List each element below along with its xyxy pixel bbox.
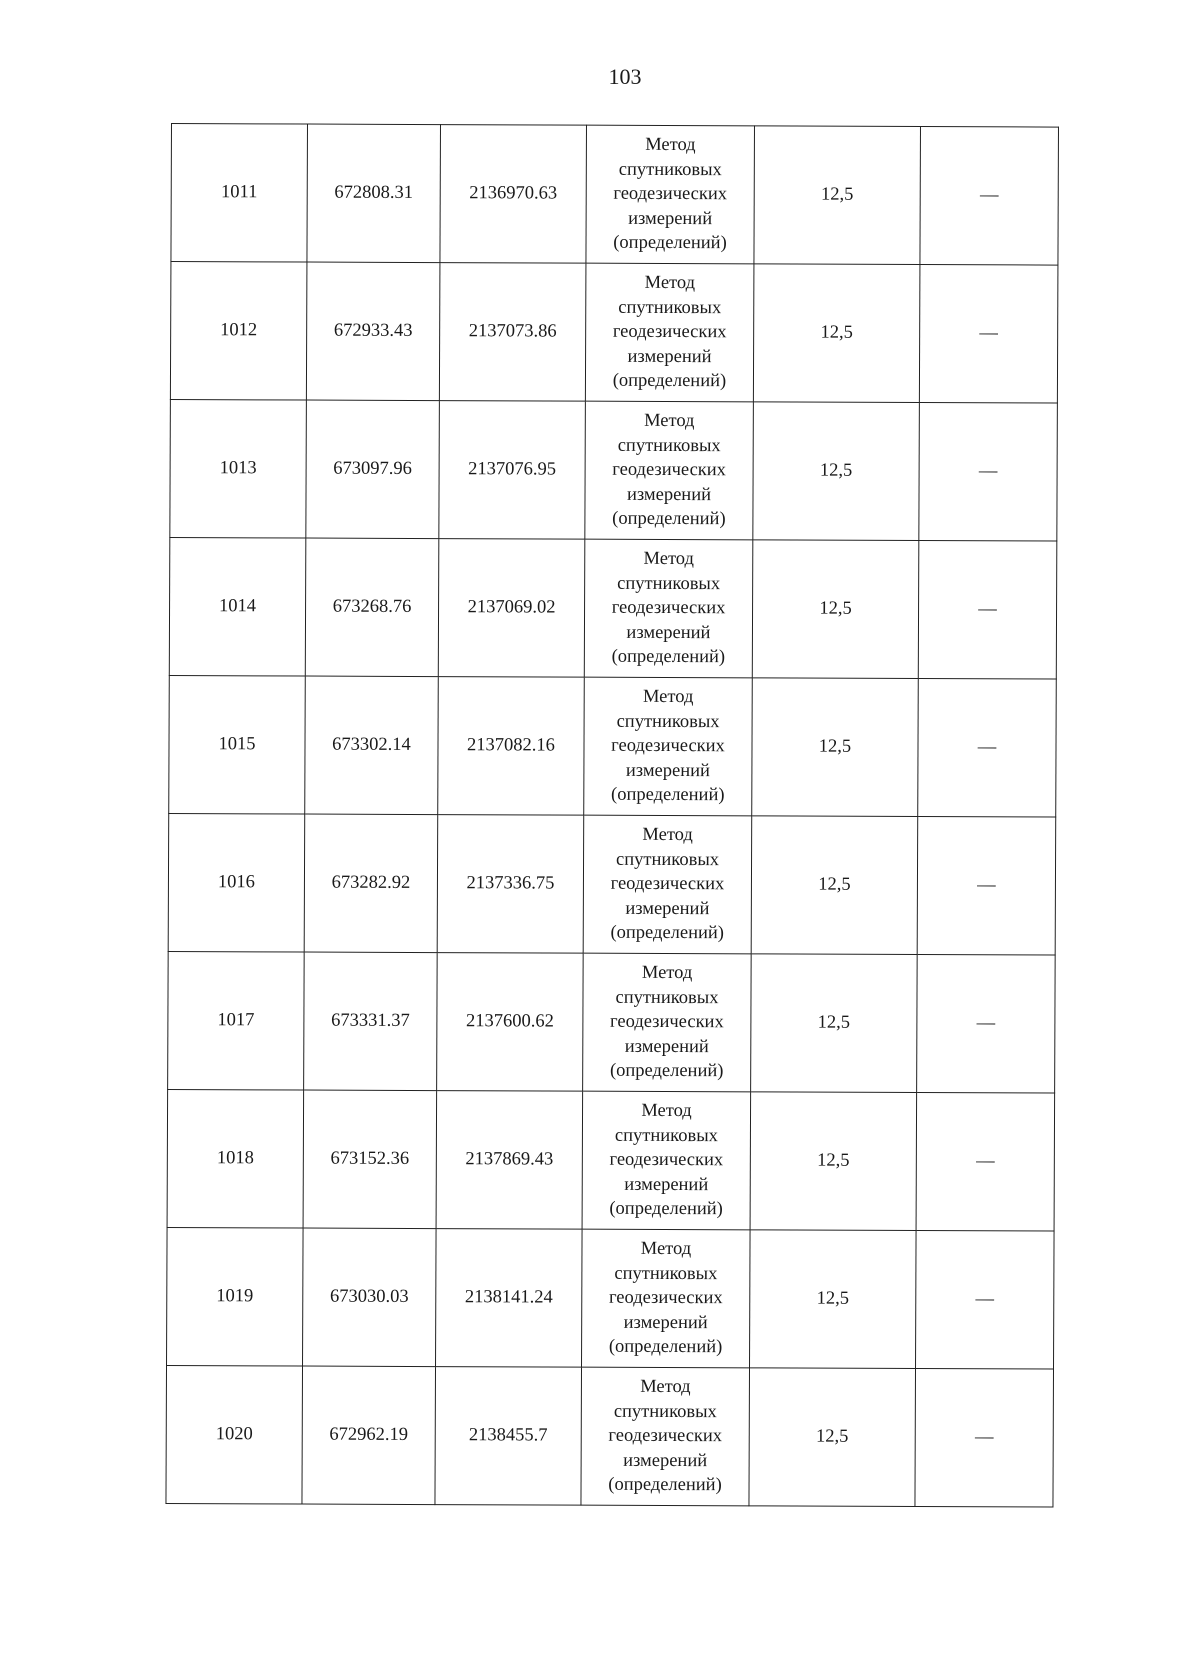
method-line: спутниковых bbox=[617, 435, 721, 456]
method-line: Метод bbox=[642, 687, 694, 708]
x-coordinate-cell: 673282.92 bbox=[304, 814, 438, 953]
method-cell bbox=[584, 539, 753, 678]
method-line: (определений) bbox=[609, 1061, 724, 1082]
method-line: Метод bbox=[643, 549, 694, 570]
note-cell: — bbox=[920, 127, 1059, 266]
method-line: спутниковых bbox=[615, 987, 719, 1008]
method-line: геодезических bbox=[613, 184, 728, 205]
accuracy-cell: 12,5 bbox=[753, 402, 920, 541]
point-number-cell: 1013 bbox=[170, 399, 307, 538]
y-coordinate-cell: 2137073.86 bbox=[439, 263, 586, 402]
method-line: (определений) bbox=[608, 1475, 722, 1496]
accuracy-cell: 12,5 bbox=[752, 540, 919, 679]
method-line: (определений) bbox=[613, 233, 727, 254]
method-line: (определений) bbox=[611, 785, 725, 806]
method-line: спутниковых bbox=[614, 1125, 718, 1146]
method-line: Метод bbox=[641, 963, 693, 984]
x-coordinate-cell: 672962.19 bbox=[302, 1366, 436, 1505]
table-row bbox=[168, 951, 1056, 1093]
y-coordinate-cell: 2137336.75 bbox=[437, 815, 584, 954]
method-line: измерений bbox=[623, 1450, 708, 1471]
note-cell: — bbox=[915, 1368, 1054, 1507]
method-cell bbox=[584, 677, 753, 816]
method-line: геодезических bbox=[611, 598, 726, 619]
method-line: геодезических bbox=[612, 460, 726, 481]
accuracy-cell: 12,5 bbox=[750, 1092, 917, 1231]
method-line: измерений bbox=[628, 208, 713, 229]
method-line: геодезических bbox=[611, 736, 725, 757]
note-cell: — bbox=[916, 1093, 1055, 1232]
y-coordinate-cell: 2138141.24 bbox=[436, 1229, 583, 1368]
method-line: измерений bbox=[624, 1036, 709, 1057]
method-line: спутниковых bbox=[616, 849, 720, 870]
point-number-cell: 1017 bbox=[168, 951, 305, 1090]
method-line: измерений bbox=[625, 760, 710, 781]
method-line: измерений bbox=[623, 1312, 708, 1333]
table-row bbox=[171, 124, 1059, 266]
method-line: Метод bbox=[642, 825, 693, 846]
method-line: (определений) bbox=[612, 371, 727, 392]
x-coordinate-cell: 673331.37 bbox=[304, 952, 438, 1091]
method-line: спутниковых bbox=[614, 1263, 718, 1284]
point-number-cell: 1019 bbox=[167, 1227, 304, 1366]
method-line: геодезических bbox=[610, 1012, 724, 1033]
method-line: спутниковых bbox=[617, 573, 721, 594]
method-line: спутниковых bbox=[613, 1401, 717, 1422]
method-line: Метод bbox=[644, 411, 695, 432]
table-row bbox=[169, 675, 1057, 817]
table-row bbox=[166, 1365, 1054, 1507]
method-cell bbox=[583, 815, 752, 954]
table-row bbox=[170, 262, 1058, 404]
point-number-cell: 1016 bbox=[168, 813, 305, 952]
method-line: геодезических bbox=[610, 874, 725, 895]
method-line: геодезических bbox=[608, 1426, 723, 1447]
note-cell: — bbox=[917, 955, 1056, 1094]
method-line: спутниковых bbox=[616, 711, 720, 732]
method-line: Метод bbox=[641, 1101, 692, 1122]
accuracy-cell: 12,5 bbox=[754, 126, 921, 265]
method-cell bbox=[582, 1229, 751, 1368]
point-number-cell: 1014 bbox=[169, 537, 306, 676]
note-cell: — bbox=[919, 265, 1058, 404]
method-line: измерений bbox=[626, 622, 711, 643]
y-coordinate-cell: 2138455.7 bbox=[435, 1367, 582, 1506]
note-cell: — bbox=[918, 541, 1057, 680]
x-coordinate-cell: 672933.43 bbox=[306, 262, 440, 401]
method-line: Метод bbox=[640, 1377, 691, 1398]
x-coordinate-cell: 673302.14 bbox=[305, 676, 439, 815]
accuracy-cell: 12,5 bbox=[751, 954, 918, 1093]
x-coordinate-cell: 672808.31 bbox=[307, 124, 441, 263]
method-line: геодезических bbox=[609, 1150, 724, 1171]
accuracy-cell: 12,5 bbox=[752, 678, 919, 817]
method-line: (определений) bbox=[608, 1337, 723, 1358]
method-line: (определений) bbox=[610, 923, 725, 944]
point-number-cell: 1020 bbox=[166, 1365, 303, 1504]
coordinates-table bbox=[165, 123, 1059, 1508]
method-line: геодезических bbox=[608, 1288, 723, 1309]
note-cell: — bbox=[916, 1230, 1055, 1369]
note-cell: — bbox=[918, 679, 1057, 818]
y-coordinate-cell: 2137076.95 bbox=[439, 401, 586, 540]
accuracy-cell: 12,5 bbox=[753, 264, 920, 403]
table-row bbox=[167, 1089, 1055, 1231]
method-line: спутниковых bbox=[618, 159, 722, 180]
method-line: геодезических bbox=[612, 322, 727, 343]
accuracy-cell: 12,5 bbox=[750, 1230, 917, 1369]
point-number-cell: 1015 bbox=[169, 675, 306, 814]
method-line: (определений) bbox=[611, 647, 726, 668]
note-cell: — bbox=[917, 817, 1056, 956]
x-coordinate-cell: 673268.76 bbox=[305, 538, 439, 677]
point-number-cell: 1012 bbox=[170, 262, 307, 401]
accuracy-cell: 12,5 bbox=[751, 816, 918, 955]
method-line: измерений bbox=[624, 1174, 709, 1195]
x-coordinate-cell: 673097.96 bbox=[306, 400, 440, 539]
x-coordinate-cell: 673152.36 bbox=[303, 1090, 437, 1229]
y-coordinate-cell: 2137869.43 bbox=[436, 1091, 583, 1230]
method-cell bbox=[582, 1091, 751, 1230]
method-line: измерений bbox=[626, 484, 712, 505]
x-coordinate-cell: 673030.03 bbox=[303, 1228, 437, 1367]
method-line: спутниковых bbox=[618, 297, 722, 318]
point-number-cell: 1018 bbox=[167, 1089, 304, 1228]
method-cell bbox=[586, 125, 755, 264]
method-cell bbox=[583, 953, 752, 1092]
method-line: (определений) bbox=[609, 1199, 723, 1220]
method-cell bbox=[585, 401, 754, 540]
method-line: Метод bbox=[644, 273, 696, 294]
accuracy-cell: 12,5 bbox=[749, 1368, 916, 1507]
table-row bbox=[167, 1227, 1055, 1369]
method-line: Метод bbox=[640, 1239, 692, 1260]
y-coordinate-cell: 2137069.02 bbox=[438, 539, 585, 678]
method-line: измерений bbox=[627, 346, 712, 367]
method-line: измерений bbox=[625, 898, 710, 919]
point-number-cell: 1011 bbox=[171, 124, 308, 263]
table-row bbox=[168, 813, 1056, 955]
table-row bbox=[169, 537, 1057, 679]
method-cell bbox=[581, 1367, 750, 1506]
y-coordinate-cell: 2137082.16 bbox=[438, 677, 585, 816]
y-coordinate-cell: 2136970.63 bbox=[440, 125, 587, 264]
page-number: 103 bbox=[608, 64, 642, 89]
method-line: (определений) bbox=[612, 509, 726, 530]
method-line: Метод bbox=[645, 135, 696, 156]
note-cell: — bbox=[919, 403, 1058, 542]
method-cell bbox=[585, 263, 754, 402]
table-row bbox=[170, 399, 1058, 541]
y-coordinate-cell: 2137600.62 bbox=[437, 953, 584, 1092]
